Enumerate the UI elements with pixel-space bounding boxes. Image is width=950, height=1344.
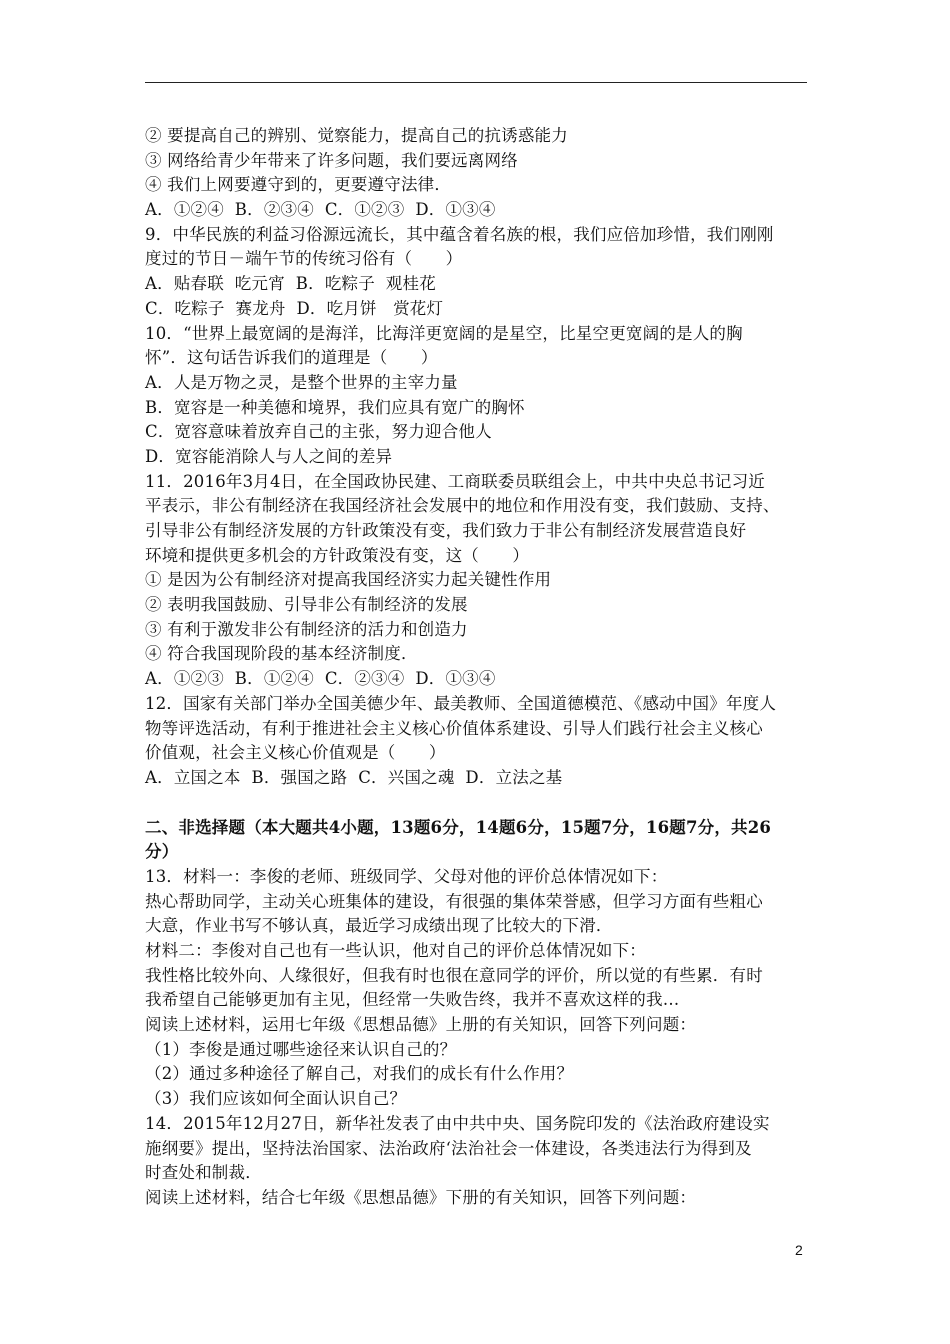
text-line: 怀”．这句话告诉我们的道理是（ ） [145,348,438,368]
page-content [145,124,815,1211]
text-line: 10．“世界上最宽阔的是海洋，比海洋更宽阔的是星空，比星空更宽阔的是人的胸 [145,323,743,343]
text-line: 12．国家有关部门举办全国美德少年、最美教师、全国道德模范、《感动中国》年度人 [145,693,777,713]
text-line: ② 表明我国鼓励、引导非公有制经济的发展 [145,595,468,615]
text-line: A．①②④ B．②③④ C．①②③ D．①③④ [145,200,496,220]
section-heading [145,816,815,865]
text-line: 11．2016年3月4日，在全国政协民建、工商联委员联组会上，中共中央总书记习近 [145,471,765,491]
text-line: B．宽容是一种美德和境界，我们应具有宽广的胸怀 [145,397,525,417]
text-line: 价值观，社会主义核心价值观是（ ） [145,743,446,763]
page-number: 2 [795,1242,803,1258]
text-line: （2）通过多种途径了解自己，对我们的成长有什么作用？ [145,1064,574,1084]
text-line: 度过的节日－端午节的传统习俗有（ ） [145,249,463,269]
text-line: ④ 符合我国现阶段的基本经济制度． [145,644,418,664]
text-line: 大意，作业书写不够认真，最近学习成绩出现了比较大的下滑． [145,916,613,936]
text-line: ② 要提高自己的辨别、觉察能力，提高自己的抗诱惑能力 [145,126,568,145]
text-line: C．吃粽子 赛龙舟 D．吃月饼 赏花灯 [145,298,444,318]
text-line: 环境和提供更多机会的方针政策没有变，这（ ） [145,545,530,565]
text-line: 热心帮助同学，主动关心班集体的建设，有很强的集体荣誉感，但学习方面有些粗心 [145,891,763,911]
text-line: ③ 网络给青少年带来了许多问题，我们要远离网络 [145,150,518,170]
text-line: 分） [145,842,179,862]
text-line: A．①②③ B．①②④ C．②③④ D．①③④ [145,669,496,689]
text-line: 我性格比较外向、人缘很好，但我有时也很在意同学的评价，所以觉的有些累．有时 [145,965,763,985]
header-rule [145,82,807,83]
text-line: D．宽容能消除人与人之间的差异 [145,446,393,466]
text-line: A．立国之本 B．强国之路 C．兴国之魂 D．立法之基 [145,767,563,787]
text-line: A．贴春联 吃元宵 B．吃粽子 观桂花 [145,274,436,294]
text-line: （3）我们应该如何全面认识自己？ [145,1089,407,1109]
text-line: 时查处和制裁． [145,1163,262,1183]
text-line: 二、非选择题（本大题共4小题，13题6分，14题6分，15题7分，16题7分，共26 [145,817,772,837]
text-line: A．人是万物之灵，是整个世界的主宰力量 [145,372,458,392]
text-line: ④ 我们上网要遵守到的，更要遵守法律． [145,175,452,195]
text-line: ① 是因为公有制经济对提高我国经济实力起关键性作用 [145,570,552,590]
text-line: ③ 有利于激发非公有制经济的活力和创造力 [145,619,468,639]
text-line: 阅读上述材料，运用七年级《思想品德》上册的有关知识，回答下列问题： [145,1015,697,1035]
text-line: 9．中华民族的利益习俗源远流长，其中蕴含着名族的根，我们应倍加珍惜，我们刚刚 [145,224,774,244]
questions-block [145,124,815,791]
text-line: 引导非公有制经济发展的方针政策没有变，我们致力于非公有制经济发展营造良好 [145,521,747,540]
text-line: 施纲要》提出，坚持法治国家、法治政府‘法治社会一体建设，各类违法行为得到及 [145,1138,752,1158]
text-line: 平表示，非公有制经济在我国经济社会发展中的地位和作用没有变，我们鼓励、支持、 [145,496,780,516]
text-line: C．宽容意味着放弃自己的主张，努力迎合他人 [145,422,492,442]
section-gap [145,791,815,816]
text-line: 物等评选活动，有利于推进社会主义核心价值体系建设、引导人们践行社会主义核心 [145,718,763,738]
text-line: 我希望自己能够更加有主见，但经常一失败告终，我并不喜欢这样的我… [145,990,680,1010]
text-line: （1）李俊是通过哪些途径来认识自己的？ [145,1039,457,1059]
text-line: 13．材料一：李俊的老师、班级同学、父母对他的评价总体情况如下： [145,866,668,886]
text-line: 14．2015年12月27日，新华社发表了由中共中央、国务院印发的《法治政府建设实 [145,1113,770,1133]
text-line: 材料二：李俊对自己也有一些认识，他对自己的评价总体情况如下： [145,941,646,960]
materials-block [145,865,815,1211]
text-line: 阅读上述材料，结合七年级《思想品德》下册的有关知识，回答下列问题： [145,1187,697,1207]
